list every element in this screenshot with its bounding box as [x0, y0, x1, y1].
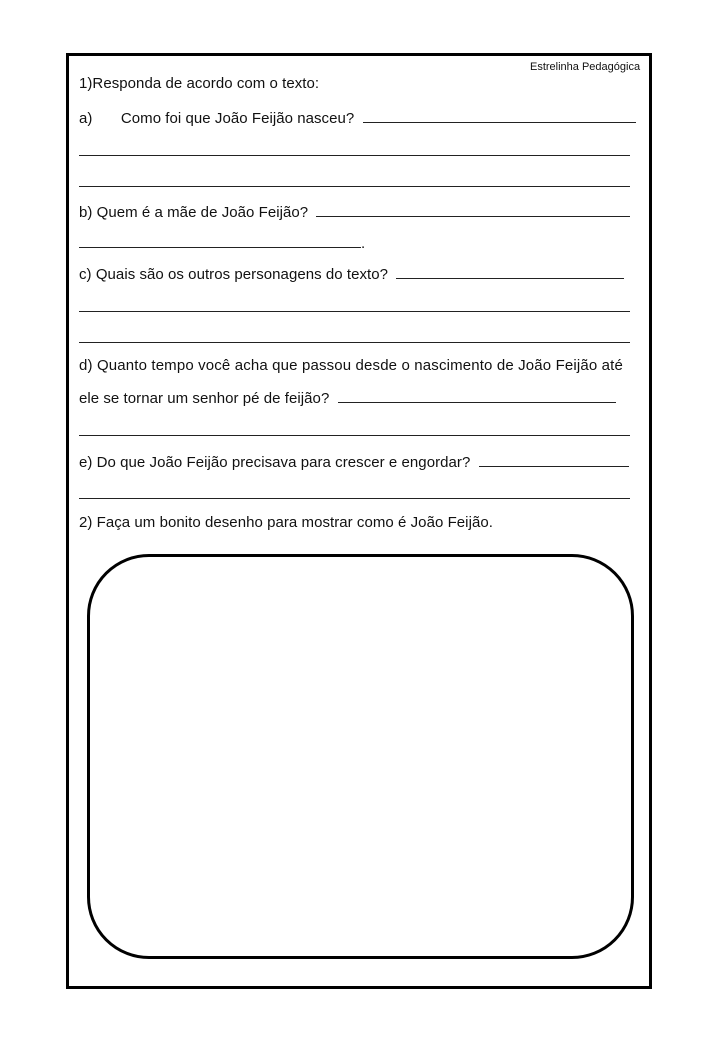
question-d-text: ele se tornar um senhor pé de feijão?: [79, 390, 330, 407]
answer-c-line-3[interactable]: [79, 342, 630, 343]
answer-a-line-2[interactable]: [79, 155, 630, 156]
answer-e-blank[interactable]: [479, 452, 629, 467]
question-2: 2) Faça um bonito desenho para mostrar como é João Feijão.: [79, 514, 493, 531]
answer-a-blank[interactable]: [363, 108, 636, 123]
answer-a-line-3[interactable]: [79, 186, 630, 187]
question-d-line-2: [79, 388, 616, 407]
question-a: [79, 108, 636, 127]
question-b-text: b) Quem é a mãe de João Feijão?: [79, 204, 309, 221]
answer-b-blank-2[interactable]: [79, 233, 361, 248]
answer-d-blank[interactable]: [338, 388, 616, 403]
answer-b-line-2: [79, 233, 365, 252]
question-b: [79, 202, 630, 221]
question-c-text: c) Quais são os outros personagens do texto?: [79, 266, 389, 283]
question-c: [79, 264, 624, 283]
answer-d-line-2[interactable]: [79, 435, 630, 436]
answer-e-line-2[interactable]: [79, 498, 630, 499]
answer-c-line-2[interactable]: [79, 311, 630, 312]
question-e-text: e) Do que João Feijão precisava para crescer e engordar?: [79, 454, 471, 471]
question-e: [79, 452, 629, 471]
question-a-label: a): [79, 110, 93, 127]
question-1-heading: 1)Responda de acordo com o texto:: [79, 75, 320, 92]
drawing-box[interactable]: [87, 554, 634, 959]
answer-c-blank[interactable]: [396, 264, 624, 279]
answer-b-blank[interactable]: [316, 202, 630, 217]
question-d-line-1: d) Quanto tempo você acha que passou desde o nascimento de João Feijão até: [79, 357, 623, 374]
answer-b-period: .: [361, 235, 366, 252]
question-a-text: Como foi que João Feijão nasceu?: [120, 110, 355, 127]
credit-text: Estrelinha Pedagógica: [530, 61, 641, 73]
